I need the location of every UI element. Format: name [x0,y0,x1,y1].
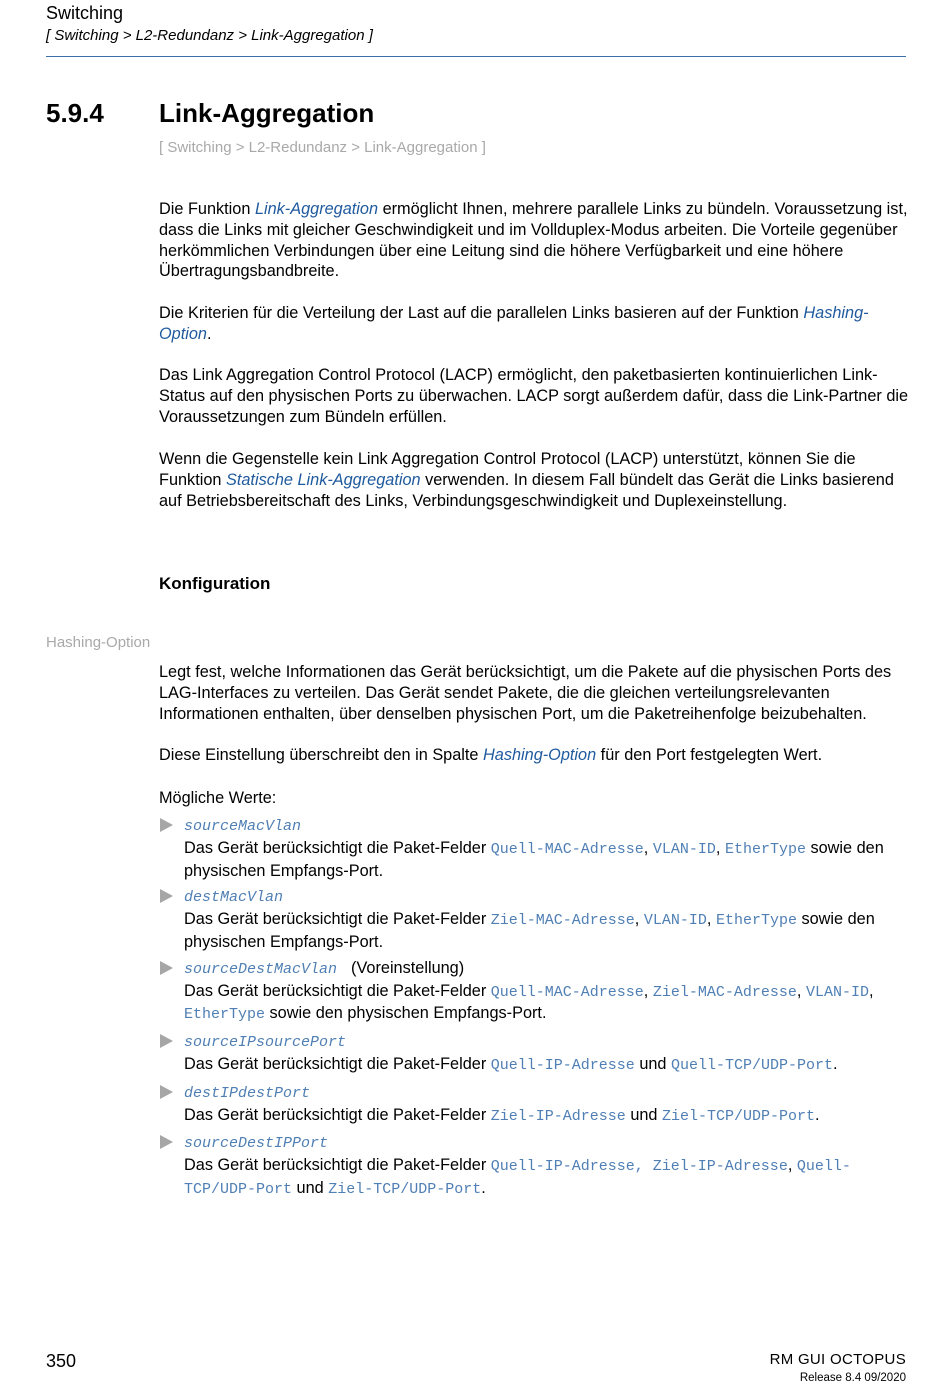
field-name: Ziel-TCP/UDP-Port [662,1107,816,1125]
field-name: EtherType [184,1006,266,1024]
text: Das Gerät berücksichtigt die Paket-Felder [184,981,491,1000]
header-divider [46,56,906,57]
field-name: Ziel-MAC-Adresse [652,983,797,1001]
text: für den Port festgelegten Wert. [596,746,823,764]
list-item [159,815,911,881]
list-item [159,1031,911,1077]
value-name: destMacVlan [184,889,284,907]
values-list [159,815,911,1206]
value-name: sourceIPsourcePort [184,1034,347,1052]
text: , [706,910,716,929]
configuration-heading: Konfiguration [159,574,271,593]
text: , [643,981,653,1000]
text: ermöglicht Ihnen, mehrere parallele Links zu bündeln. Voraussetzung ist, dass die Links mit gleicher Geschwindigkeit und im Vollduplex-Modus arbeiten. Die Vorteile gegenüber herkömmlichen Verbindungen über eine Leitung sind die höhere Verfügbarkeit und eine höhere Übertragungsbandbreite. [159,200,908,281]
release-info: Release 8.4 09/2020 [799,1372,906,1384]
field-name: Quell-MAC-Adresse [490,840,644,858]
list-item [159,886,911,952]
text: . [815,1105,820,1124]
triangle-bullet-icon [160,1135,173,1149]
text: , [796,981,806,1000]
intro-paragraph-3: Das Link Aggregation Control Protocol (LACP) ermöglicht, den paketbasierten kontinuierlichen Link-Status auf den physischen Ports zu überwachen. LACP sorgt außerdem dafür, dass die Link-Partner die Voraussetzungen zum Bündeln erfüllen. [159,366,909,426]
field-name: Quell-MAC-Adresse [490,983,644,1001]
document-title: RM GUI OCTOPUS [769,1351,906,1368]
value-name: sourceDestIPPort [184,1135,329,1153]
text: Das Gerät berücksichtigt die Paket-Felder [184,910,491,929]
value-name: sourceMacVlan [184,818,302,835]
hashing-option-link[interactable]: Hashing-Option [483,746,597,764]
section-number: 5.9.4 [46,98,104,128]
hashing-option-label: Hashing-Option [46,634,151,651]
list-item [159,958,911,1026]
text: sowie den physischen Empfangs-Port. [265,1004,547,1023]
hashing-option-link[interactable]: Hashing-Option [159,304,869,343]
chapter-title: Switching [46,3,124,23]
intro-paragraph-2 [159,303,911,345]
list-item [159,1082,911,1128]
text: . [206,324,212,343]
text: Das Gerät berücksichtigt die Paket-Felder [184,1156,491,1175]
text: Wenn die Gegenstelle kein Link Aggregation Control Protocol (LACP) unterstützt, können Sie die Funktion [159,450,856,489]
list-item [159,1132,911,1200]
field-name: Quell-IP-Adresse [490,1056,635,1074]
text: sowie den physischen Empfangs-Port. [184,910,875,951]
static-link-aggregation-link[interactable]: Statische Link-Aggregation [225,470,421,489]
section-title: Link-Aggregation [159,98,375,128]
config-paragraph-1: Legt fest, welche Informationen das Gerät berücksichtigt, um die Pakete auf die physischen Ports des LAG-Interfaces zu verteilen. Das Gerät sendet Pakete, die die gleichen verteilungsrelevanten Informationen enthalten, über denselben physischen Port, um die Paketreihenfolge beizubehalten. [159,663,892,723]
text: und [634,1054,672,1073]
text: sowie den physischen Empfangs-Port. [184,838,884,880]
text: . [833,1054,838,1073]
link-aggregation-link[interactable]: Link-Aggregation [254,200,379,218]
text: und [625,1105,663,1124]
triangle-bullet-icon [160,1085,173,1099]
possible-values-label: Mögliche Werte: [159,789,277,807]
text: , [787,1156,797,1175]
intro-paragraph-1 [159,199,911,282]
header-breadcrumb: [ Switching > L2-Redundanz > Link-Aggregation ] [46,27,373,44]
text: , [715,838,725,857]
text: Das Gerät berücksichtigt die Paket-Felder [184,1054,491,1073]
field-name: Ziel-MAC-Adresse [490,912,635,930]
section-breadcrumb: [ Switching > L2-Redundanz > Link-Aggregation ] [159,139,486,156]
field-name: Quell-IP-Adresse, Ziel-IP-Adresse [490,1158,788,1176]
field-name: Quell-TCP/UDP-Port [184,1158,851,1198]
value-name: sourceDestMacVlan [184,960,338,978]
triangle-bullet-icon [160,961,173,975]
text: Die Kriterien für die Verteilung der Last auf die parallelen Links basieren auf der Funktion [159,304,804,322]
text: . [481,1178,486,1197]
triangle-bullet-icon [160,1034,173,1048]
field-name: VLAN-ID [805,983,869,1001]
text: , [643,838,653,857]
triangle-bullet-icon [160,889,173,903]
field-name: Ziel-IP-Adresse [490,1107,626,1125]
triangle-bullet-icon [160,818,173,832]
config-paragraph-2 [159,745,911,766]
text: , [868,981,874,1000]
field-name: Quell-TCP/UDP-Port [671,1056,834,1074]
default-note: (Voreinstellung) [351,958,465,977]
field-name: EtherType [715,912,797,930]
text: verwenden. In diesem Fall bündelt das Gerät die Links basierend auf Betriebsbereitschaft des Links, Verbindungsgeschwindigkeit und Duplexeinstellung. [159,470,894,510]
field-name: VLAN-ID [652,840,716,858]
text: , [634,910,644,929]
intro-paragraph-4 [159,449,911,511]
page-number: 350 [46,1351,77,1371]
text: Die Funktion [159,200,255,218]
text: Diese Einstellung überschreibt den in Spalte [159,746,484,764]
field-name: VLAN-ID [643,912,707,930]
value-name: destIPdestPort [184,1084,311,1102]
field-name: EtherType [724,840,806,858]
text: Das Gerät berücksichtigt die Paket-Felder [184,1105,491,1124]
text: und [292,1178,329,1197]
text: Das Gerät berücksichtigt die Paket-Felder [184,838,491,857]
field-name: Ziel-TCP/UDP-Port [328,1180,482,1198]
